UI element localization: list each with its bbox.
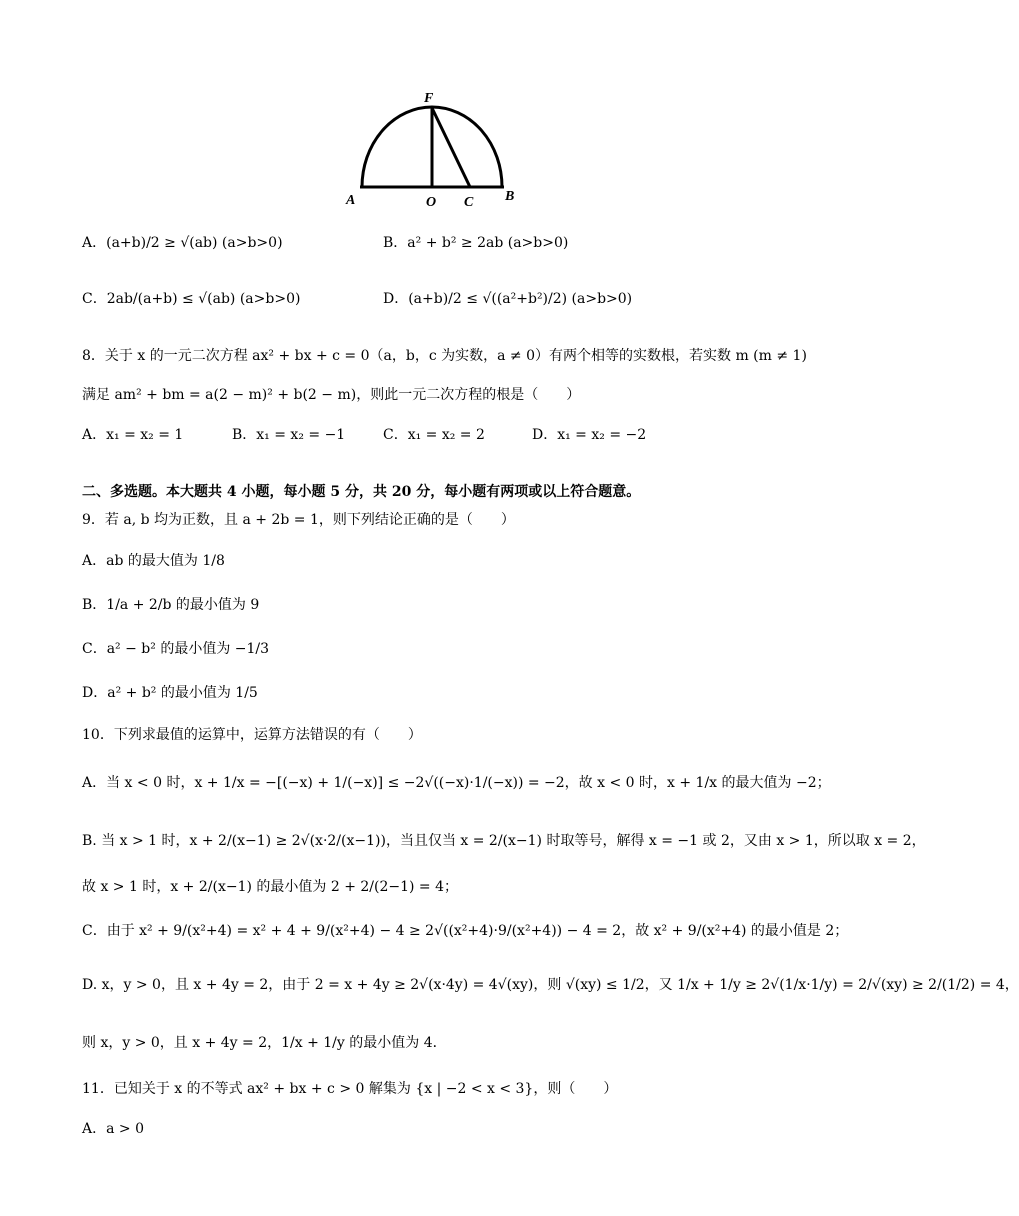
label-a: A <box>346 193 356 208</box>
q7-option-b: B．a² + b² ≥ 2ab (a>b>0) <box>383 235 569 251</box>
q10-option-b-line1: B. 当 x > 1 时，x + 2/(x−1) ≥ 2√(x·2/(x−1))，当且仅当 x = 2/(x−1) 时取等号，解得 x = −1 或 2，又由 x > 1，所以取 x = 2， <box>82 833 926 849</box>
q9-option-b: B．1/a + 2/b 的最小值为 9 <box>82 597 260 613</box>
q9-option-a: A．ab 的最大值为 1/8 <box>82 553 225 569</box>
q8-stem-line2: 满足 am² + bm = a(2 − m)² + b(2 − m)，则此一元二次方程的根是（ ） <box>82 387 581 403</box>
q8-option-b: B．x₁ = x₂ = −1 <box>232 427 346 443</box>
q10-option-b-line2: 故 x > 1 时，x + 2/(x−1) 的最小值为 2 + 2/(2−1) = 4； <box>82 879 459 895</box>
q8-option-a: A．x₁ = x₂ = 1 <box>82 427 184 443</box>
q7-option-a: A．(a+b)/2 ≥ √(ab) (a>b>0) <box>82 235 283 251</box>
q10-option-a: A．当 x < 0 时，x + 1/x = −[(−x) + 1/(−x)] ≤ −2√((−x)·1/(−x)) = −2，故 x < 0 时，x + 1/x 的最大值为 −2； <box>82 775 831 791</box>
q10-option-c: C．由于 x² + 9/(x²+4) = x² + 4 + 9/(x²+4) − 4 ≥ 2√((x²+4)·9/(x²+4)) − 4 = 2，故 x² + 9/(x²+4) 的最小值是 2； <box>82 923 849 939</box>
q11-option-a: A．a > 0 <box>82 1121 144 1137</box>
q9-option-d: D．a² + b² 的最小值为 1/5 <box>82 685 258 701</box>
segment-fc <box>432 108 470 187</box>
q9-option-c: C．a² − b² 的最小值为 −1/3 <box>82 641 270 657</box>
label-o: O <box>426 195 437 210</box>
q7-option-c: C．2ab/(a+b) ≤ √(ab) (a>b>0) <box>82 291 301 307</box>
q7-option-d: D．(a+b)/2 ≤ √((a²+b²)/2) (a>b>0) <box>383 291 633 307</box>
label-f: F <box>424 91 434 106</box>
q11-stem: 11．已知关于 x 的不等式 ax² + bx + c > 0 解集为 {x | −2 < x < 3}，则（ ） <box>82 1081 618 1097</box>
q8-stem-line1: 8．关于 x 的一元二次方程 ax² + bx + c = 0（a，b，c 为实数，a ≠ 0）有两个相等的实数根，若实数 m (m ≠ 1) <box>82 348 807 364</box>
section-2-title: 二、多选题。本大题共 4 小题，每小题 5 分，共 20 分，每小题有两项或以上符合题意。 <box>82 484 641 500</box>
q10-option-d-line2: 则 x，y > 0，且 x + 4y = 2，1/x + 1/y 的最小值为 4． <box>82 1035 447 1051</box>
q8-option-c: C．x₁ = x₂ = 2 <box>383 427 485 443</box>
q9-stem: 9．若 a, b 均为正数，且 a + 2b = 1，则下列结论正确的是（ ） <box>82 512 515 528</box>
semicircle-figure <box>0 80 860 300</box>
q10-stem: 10．下列求最值的运算中，运算方法错误的有（ ） <box>82 727 422 743</box>
q8-option-d: D．x₁ = x₂ = −2 <box>532 427 647 443</box>
q10-option-d-line1: D. x，y > 0，且 x + 4y = 2，由于 2 = x + 4y ≥ 2√(x·4y) = 4√(xy)，则 √(xy) ≤ 1/2，又 1/x + 1/y ≥ 2√(1/x·1/y) = 2/√(xy) ≥ 2/(1/2) = 4， <box>82 977 1019 993</box>
label-c: C <box>464 195 474 210</box>
label-b: B <box>505 189 515 204</box>
